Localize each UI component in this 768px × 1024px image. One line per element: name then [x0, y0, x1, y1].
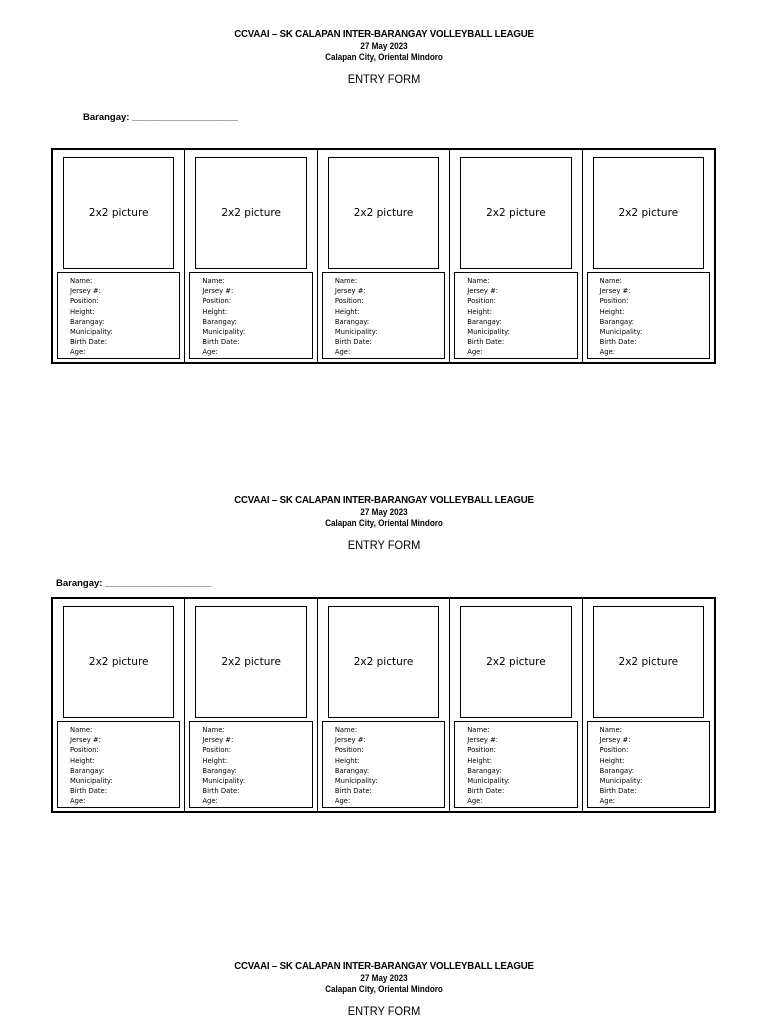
info-field-label: Name:	[334, 277, 358, 285]
picture-placeholder	[460, 157, 571, 269]
info-field-label: Municipality:	[70, 328, 113, 337]
info-field-label: Birth Date:	[202, 338, 240, 347]
player-info-box	[322, 721, 445, 808]
info-field-label: Age:	[202, 797, 218, 806]
info-field-label: Name:	[70, 726, 93, 734]
info-field-label: Name:	[334, 726, 358, 734]
info-field-label: Position:	[334, 297, 364, 306]
picture-placeholder	[593, 606, 704, 718]
info-field-label: Barangay:	[202, 766, 237, 775]
player-card	[53, 599, 185, 811]
picture-label: 2x2 picture	[88, 656, 149, 668]
info-field-label: Jersey #:	[467, 736, 499, 745]
info-field-label: Municipality:	[202, 777, 246, 786]
info-field-label: Jersey #:	[70, 287, 101, 296]
info-field-label: Barangay:	[70, 317, 105, 326]
info-field-label: Barangay:	[599, 766, 635, 775]
info-field-label: Age:	[334, 348, 351, 357]
entry-form-title: ENTRY FORM	[347, 1004, 421, 1018]
picture-label: 2x2 picture	[486, 207, 546, 219]
picture-label: 2x2 picture	[353, 656, 414, 668]
info-field-label: Age:	[467, 348, 483, 357]
info-field-label: Height:	[202, 307, 228, 316]
info-field-label: Height:	[202, 756, 228, 765]
info-field-label: Barangay:	[334, 766, 370, 775]
info-field-label: Age:	[70, 348, 86, 357]
picture-placeholder	[593, 157, 704, 269]
info-field-label: Position:	[202, 746, 232, 755]
player-card	[185, 150, 317, 362]
info-field-label: Position:	[334, 746, 364, 755]
picture-label: 2x2 picture	[618, 656, 679, 668]
info-field-label: Position:	[467, 746, 496, 755]
picture-label: 2x2 picture	[486, 656, 546, 668]
info-field-label: Position:	[70, 746, 99, 755]
info-field-label: Municipality:	[334, 328, 378, 337]
info-field-label: Municipality:	[202, 328, 246, 337]
info-field-label: Birth Date:	[334, 787, 372, 796]
info-field-label: Birth Date:	[599, 338, 637, 347]
info-field-label: Jersey #:	[334, 736, 366, 745]
info-field-label: Age:	[202, 348, 218, 357]
info-field-label: Barangay:	[467, 317, 502, 326]
event-location: Calapan City, Oriental Mindoro	[325, 984, 443, 994]
info-field-label: Age:	[334, 797, 351, 806]
player-card	[318, 599, 450, 811]
barangay-field: Barangay: ____________________	[56, 578, 211, 589]
info-field-label: Jersey #:	[599, 736, 631, 745]
info-field-label: Barangay:	[202, 317, 237, 326]
info-field-label: Birth Date:	[70, 338, 108, 347]
info-field-label: Barangay:	[599, 317, 635, 326]
info-field-label: Name:	[70, 277, 93, 285]
picture-placeholder	[328, 157, 439, 269]
info-field-label: Age:	[599, 797, 616, 806]
info-field-label: Jersey #:	[202, 287, 234, 296]
player-info-box	[57, 721, 180, 808]
info-field-label: Age:	[70, 797, 86, 806]
player-info-box	[454, 721, 577, 808]
player-card	[583, 150, 714, 362]
info-field-label: Name:	[467, 277, 490, 285]
entry-form-title: ENTRY FORM	[347, 538, 421, 552]
player-info-box	[587, 272, 710, 359]
info-field-label: Name:	[599, 277, 622, 285]
event-date: 27 May 2023	[360, 973, 408, 983]
info-field-label: Municipality:	[70, 777, 113, 786]
info-field-label: Barangay:	[334, 317, 370, 326]
info-field-label: Height:	[599, 756, 625, 765]
info-field-label: Jersey #:	[334, 287, 366, 296]
picture-label: 2x2 picture	[221, 656, 281, 668]
player-card	[185, 599, 317, 811]
picture-placeholder	[195, 157, 306, 269]
info-field-label: Position:	[70, 297, 99, 306]
info-field-label: Position:	[467, 297, 496, 306]
event-date: 27 May 2023	[360, 41, 408, 51]
info-field-label: Birth Date:	[70, 787, 108, 796]
info-field-label: Municipality:	[467, 328, 510, 337]
info-field-label: Height:	[334, 756, 360, 765]
player-info-box	[322, 272, 445, 359]
player-card	[318, 150, 450, 362]
event-location: Calapan City, Oriental Mindoro	[325, 518, 443, 528]
info-field-label: Age:	[599, 348, 616, 357]
info-field-label: Position:	[599, 297, 629, 306]
picture-placeholder	[195, 606, 306, 718]
picture-placeholder	[63, 606, 174, 718]
picture-placeholder	[460, 606, 571, 718]
event-date: 27 May 2023	[360, 507, 408, 517]
info-field-label: Municipality:	[599, 777, 643, 786]
picture-label: 2x2 picture	[221, 207, 281, 219]
info-field-label: Height:	[70, 307, 95, 316]
player-card	[450, 599, 582, 811]
info-field-label: Height:	[70, 756, 95, 765]
picture-label: 2x2 picture	[88, 207, 149, 219]
picture-label: 2x2 picture	[353, 207, 414, 219]
info-field-label: Jersey #:	[467, 287, 499, 296]
info-field-label: Jersey #:	[70, 736, 101, 745]
info-field-label: Jersey #:	[599, 287, 631, 296]
form-header-1	[0, 28, 768, 86]
league-title: CCVAAI – SK CALAPAN INTER-BARANGAY VOLLEYBALL LEAGUE	[234, 960, 534, 972]
player-info-box	[57, 272, 180, 359]
player-info-box	[189, 721, 312, 808]
player-grid-1	[51, 148, 716, 364]
picture-placeholder	[63, 157, 174, 269]
info-field-label: Birth Date:	[467, 338, 505, 347]
info-field-label: Birth Date:	[334, 338, 372, 347]
player-info-box	[454, 272, 577, 359]
player-grid-2	[51, 597, 716, 813]
info-field-label: Jersey #:	[202, 736, 234, 745]
info-field-label: Municipality:	[599, 328, 643, 337]
info-field-label: Height:	[599, 307, 625, 316]
info-field-label: Municipality:	[334, 777, 378, 786]
info-field-label: Birth Date:	[599, 787, 637, 796]
info-field-label: Birth Date:	[467, 787, 505, 796]
form-header-2	[0, 494, 768, 552]
entry-form-title: ENTRY FORM	[347, 72, 421, 86]
player-card	[583, 599, 714, 811]
barangay-field: Barangay: ____________________	[83, 112, 238, 123]
info-field-label: Barangay:	[467, 766, 502, 775]
picture-placeholder	[328, 606, 439, 718]
info-field-label: Position:	[599, 746, 629, 755]
info-field-label: Name:	[599, 726, 622, 734]
info-field-label: Height:	[467, 307, 492, 316]
form-header-3	[0, 960, 768, 1018]
picture-label: 2x2 picture	[618, 207, 679, 219]
info-field-label: Name:	[467, 726, 490, 734]
league-title: CCVAAI – SK CALAPAN INTER-BARANGAY VOLLEYBALL LEAGUE	[234, 494, 534, 506]
player-card	[450, 150, 582, 362]
league-title: CCVAAI – SK CALAPAN INTER-BARANGAY VOLLEYBALL LEAGUE	[234, 28, 534, 40]
event-location: Calapan City, Oriental Mindoro	[325, 52, 443, 62]
info-field-label: Name:	[202, 277, 225, 285]
player-card	[53, 150, 185, 362]
player-info-box	[587, 721, 710, 808]
info-field-label: Height:	[467, 756, 492, 765]
info-field-label: Birth Date:	[202, 787, 240, 796]
info-field-label: Height:	[334, 307, 360, 316]
player-info-box	[189, 272, 312, 359]
info-field-label: Position:	[202, 297, 232, 306]
info-field-label: Municipality:	[467, 777, 510, 786]
info-field-label: Barangay:	[70, 766, 105, 775]
info-field-label: Name:	[202, 726, 225, 734]
info-field-label: Age:	[467, 797, 483, 806]
